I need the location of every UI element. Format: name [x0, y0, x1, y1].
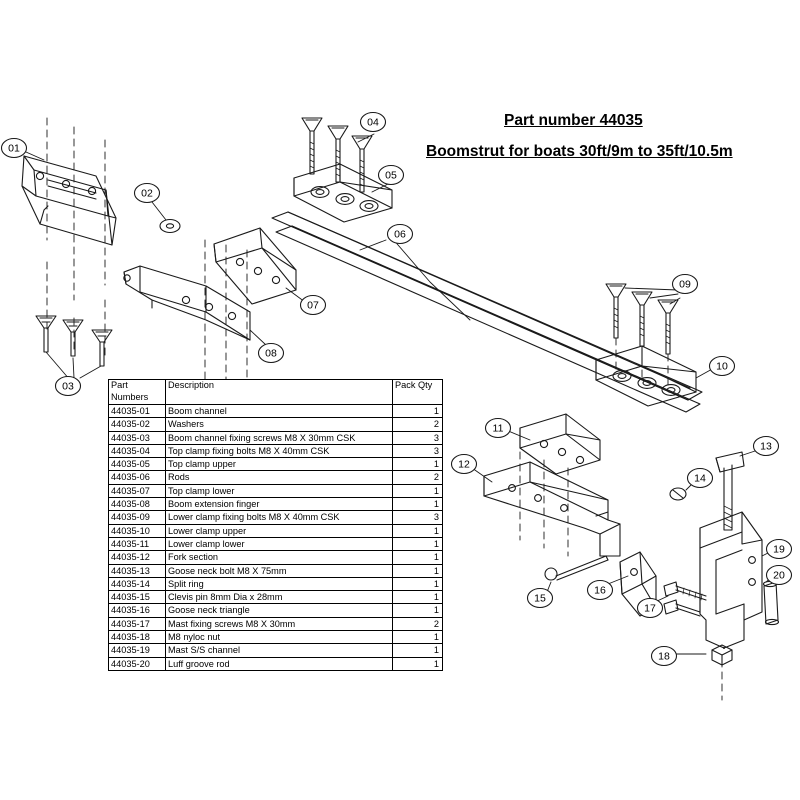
callout-label: 03: [62, 380, 74, 393]
cell-part-number: 44035-19: [109, 644, 166, 657]
callout-12: [452, 455, 477, 474]
cell-pack-qty: 3: [393, 511, 443, 524]
callout-04: [361, 113, 386, 132]
cell-description: Boom channel: [166, 405, 393, 418]
cell-description: Goose neck bolt M8 X 75mm: [166, 564, 393, 577]
cell-pack-qty: 3: [393, 431, 443, 444]
cell-part-number: 44035-14: [109, 577, 166, 590]
callout-06: [388, 225, 413, 244]
callout-label: 13: [760, 440, 772, 453]
cell-part-number: 44035-02: [109, 418, 166, 431]
callout-label: 08: [265, 347, 277, 360]
column-header-line-2: Numbers: [111, 391, 149, 402]
callout-08: [259, 344, 284, 363]
cell-pack-qty: 1: [393, 537, 443, 550]
callout-16: [588, 581, 613, 600]
callout-label: 12: [458, 458, 470, 471]
cell-description: Rods: [166, 471, 393, 484]
cell-part-number: 44035-13: [109, 564, 166, 577]
cell-description: Mast fixing screws M8 X 30mm: [166, 617, 393, 630]
cell-pack-qty: 1: [393, 604, 443, 617]
cell-pack-qty: 1: [393, 458, 443, 471]
cell-pack-qty: 1: [393, 591, 443, 604]
cell-pack-qty: 1: [393, 577, 443, 590]
cell-pack-qty: 1: [393, 564, 443, 577]
cell-pack-qty: 1: [393, 405, 443, 418]
part-description-title: Boomstrut for boats 30ft/9m to 35ft/10.5m: [426, 143, 733, 160]
callout-label: 06: [394, 228, 406, 241]
cell-part-number: 44035-05: [109, 458, 166, 471]
cell-part-number: 44035-17: [109, 617, 166, 630]
cell-part-number: 44035-15: [109, 591, 166, 604]
cell-description: Top clamp fixing bolts M8 X 40mm CSK: [166, 444, 393, 457]
cell-description: Lower clamp upper: [166, 524, 393, 537]
cell-part-number: 44035-08: [109, 498, 166, 511]
cell-pack-qty: 3: [393, 444, 443, 457]
cell-part-number: 44035-18: [109, 631, 166, 644]
cell-pack-qty: 1: [393, 498, 443, 511]
cell-pack-qty: 1: [393, 657, 443, 670]
cell-description: Mast S/S channel: [166, 644, 393, 657]
cell-pack-qty: 2: [393, 418, 443, 431]
callout-01: [2, 139, 27, 158]
cell-part-number: 44035-03: [109, 431, 166, 444]
cell-description: M8 nyloc nut: [166, 631, 393, 644]
callout-label: 14: [694, 472, 706, 485]
cell-description: Clevis pin 8mm Dia x 28mm: [166, 591, 393, 604]
cell-pack-qty: 2: [393, 617, 443, 630]
callout-03: [56, 377, 81, 396]
callout-07: [301, 296, 326, 315]
cell-pack-qty: 1: [393, 484, 443, 497]
cell-description: Top clamp upper: [166, 458, 393, 471]
cell-description: Goose neck triangle: [166, 604, 393, 617]
callout-label: 04: [367, 116, 379, 129]
callout-label: 02: [141, 187, 153, 200]
cell-pack-qty: 1: [393, 631, 443, 644]
callout-label: 05: [385, 169, 397, 182]
cell-part-number: 44035-06: [109, 471, 166, 484]
cell-pack-qty: 2: [393, 471, 443, 484]
callout-label: 09: [679, 278, 691, 291]
callout-label: 20: [773, 569, 785, 582]
callout-14: [688, 469, 713, 488]
callout-label: 15: [534, 592, 546, 605]
callout-label: 07: [307, 299, 319, 312]
cell-part-number: 44035-07: [109, 484, 166, 497]
part-number-title: Part number 44035: [504, 112, 643, 129]
callout-09: [673, 275, 698, 294]
callout-02: [135, 184, 160, 203]
cell-pack-qty: 1: [393, 524, 443, 537]
cell-part-number: 44035-10: [109, 524, 166, 537]
cell-description: Top clamp lower: [166, 484, 393, 497]
column-header-pack-qty: Pack Qty: [393, 380, 443, 405]
cell-part-number: 44035-09: [109, 511, 166, 524]
cell-part-number: 44035-01: [109, 405, 166, 418]
callout-19: [767, 540, 792, 559]
cell-part-number: 44035-16: [109, 604, 166, 617]
callout-label: 18: [658, 650, 670, 663]
callout-label: 17: [644, 602, 656, 615]
column-header-line-1: Part: [111, 380, 128, 390]
cell-part-number: 44035-11: [109, 537, 166, 550]
callout-15: [528, 589, 553, 608]
cell-description: Split ring: [166, 577, 393, 590]
callout-10: [710, 357, 735, 376]
cell-pack-qty: 1: [393, 551, 443, 564]
callout-17: [638, 599, 663, 618]
cell-description: Boom extension finger: [166, 498, 393, 511]
cell-part-number: 44035-04: [109, 444, 166, 457]
cell-description: Lower clamp fixing bolts M8 X 40mm CSK: [166, 511, 393, 524]
callout-20: [767, 566, 792, 585]
callout-label: 11: [492, 422, 504, 435]
callout-label: 19: [773, 543, 785, 556]
callout-11: [486, 419, 511, 438]
callout-label: 10: [716, 360, 728, 373]
cell-description: Washers: [166, 418, 393, 431]
callout-label: 01: [8, 142, 20, 155]
cell-description: Lower clamp lower: [166, 537, 393, 550]
column-header-description: Description: [166, 380, 393, 405]
cell-description: Fork section: [166, 551, 393, 564]
cell-description: Boom channel fixing screws M8 X 30mm CSK: [166, 431, 393, 444]
cell-part-number: 44035-20: [109, 657, 166, 670]
cell-part-number: 44035-12: [109, 551, 166, 564]
callout-13: [754, 437, 779, 456]
callout-label: 16: [594, 584, 606, 597]
callout-05: [379, 166, 404, 185]
cell-description: Luff groove rod: [166, 657, 393, 670]
callout-18: [652, 647, 677, 666]
cell-pack-qty: 1: [393, 644, 443, 657]
